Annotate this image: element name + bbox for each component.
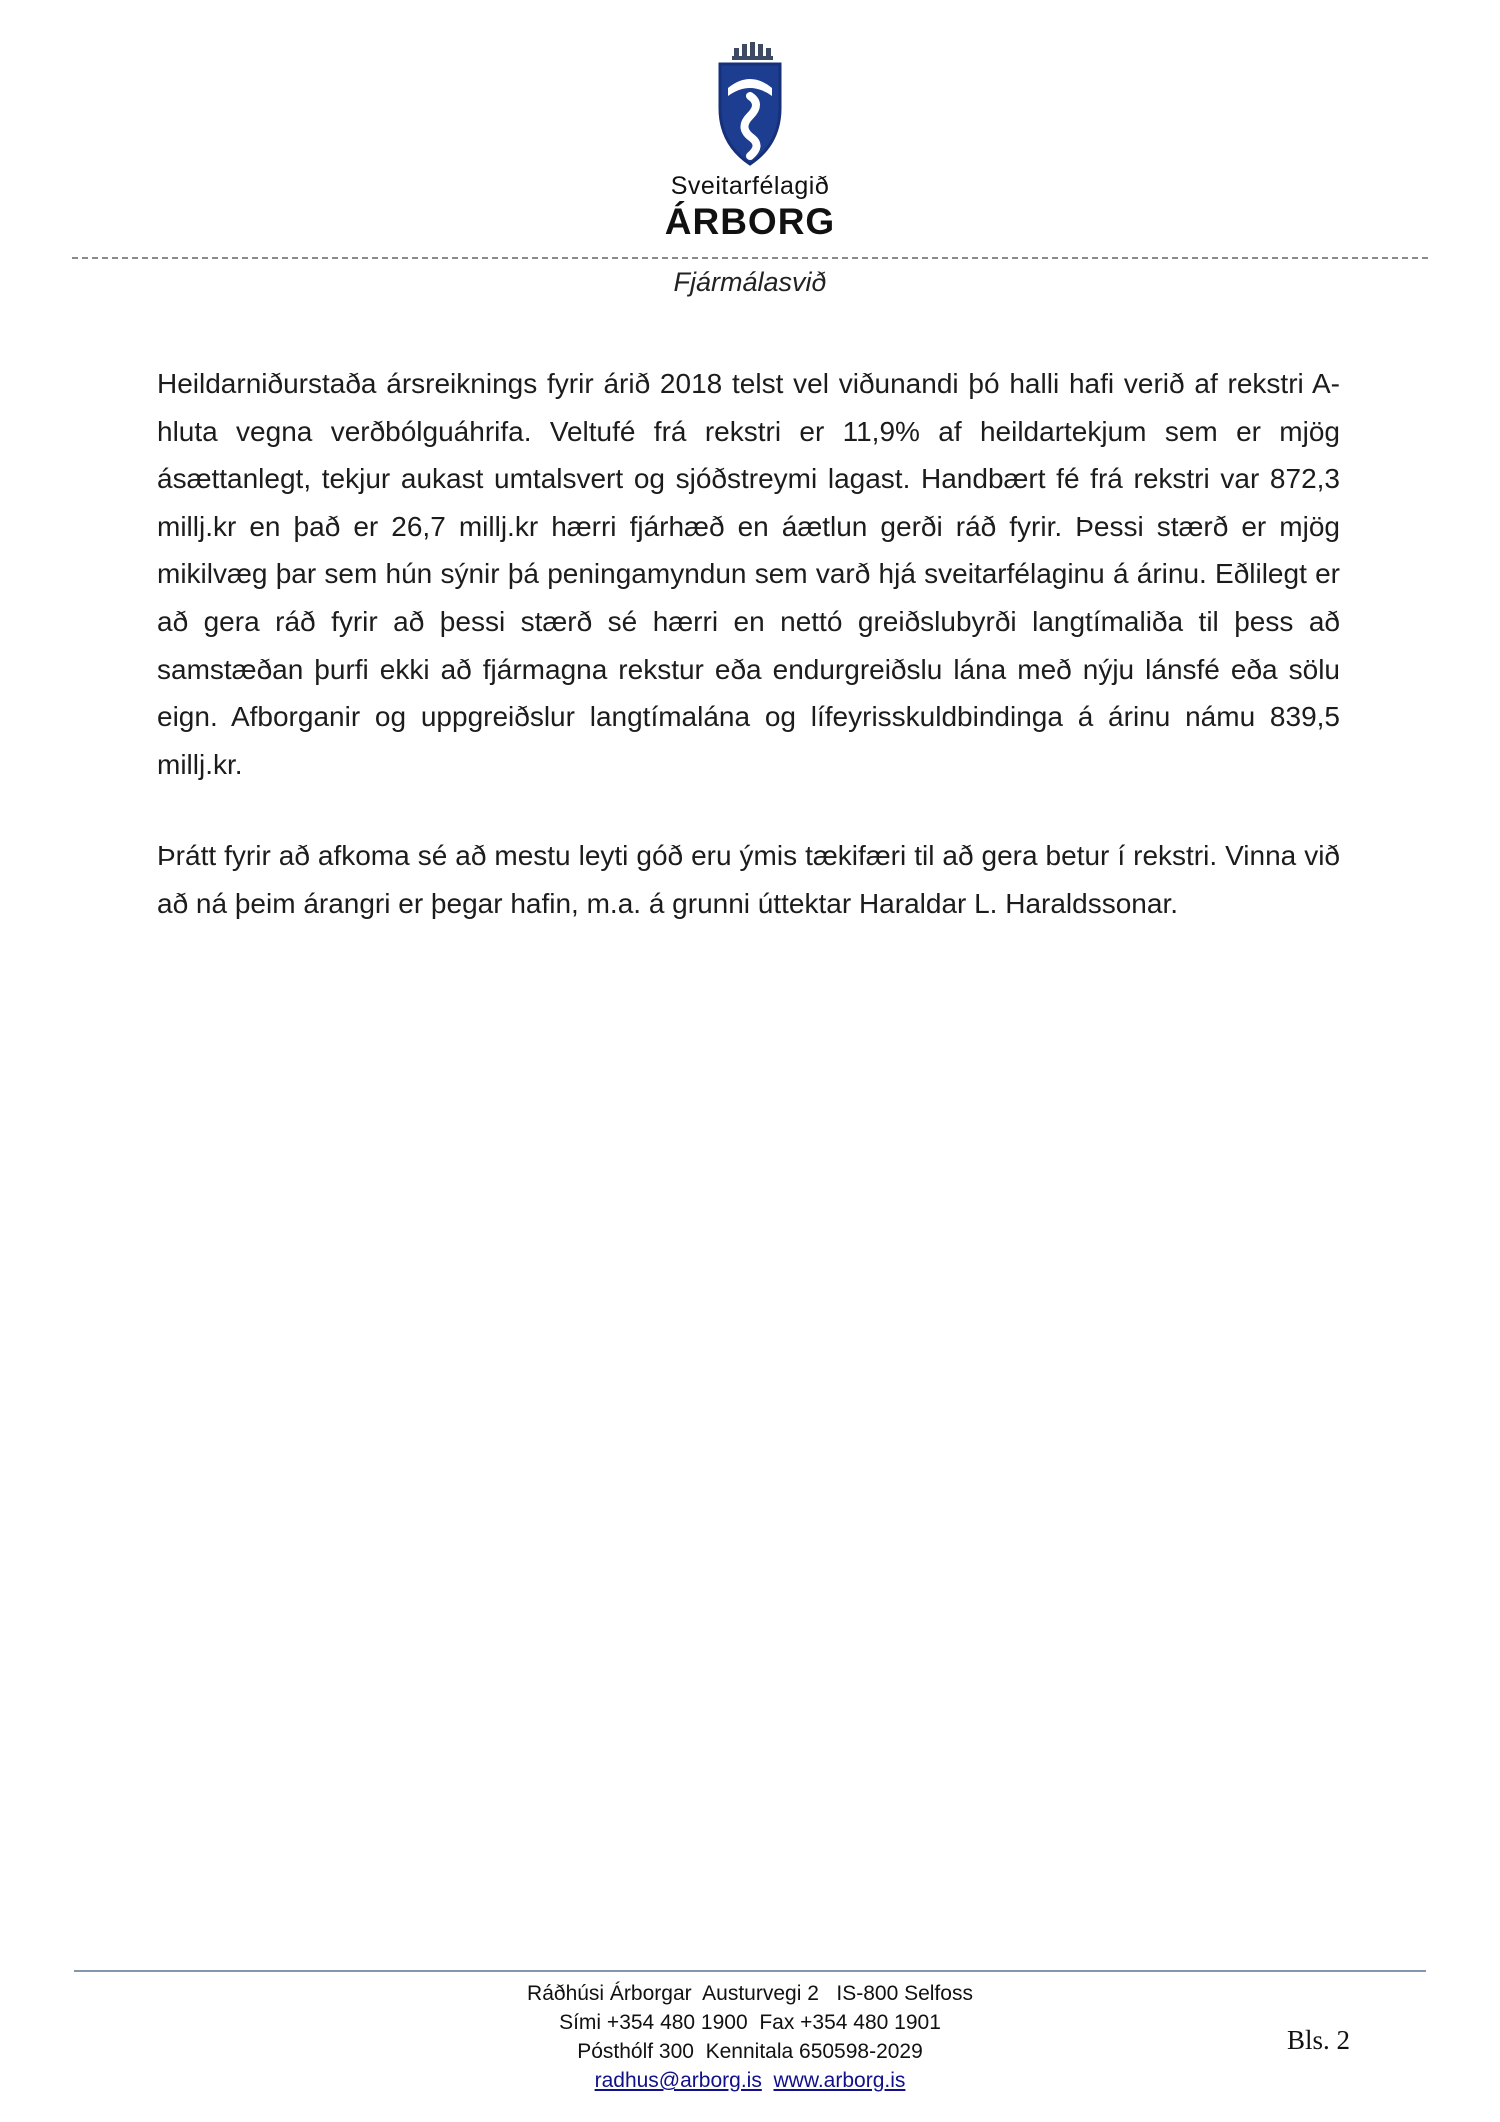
- footer-postbox-line: Pósthólf 300 Kennitala 650598-2029: [577, 2040, 923, 2064]
- header-dashed-separator: [72, 257, 1428, 259]
- page-number: Bls. 2: [1286, 2025, 1350, 2055]
- footer-website-link[interactable]: www.arborg.is: [773, 2069, 906, 2093]
- paragraph-1: Heildarniðurstaða ársreiknings fyrir árið 2018 telst vel viðunandi þó halli hafi verið af rekstri A-hluta vegna verðbólguáhrifa. Veltufé frá rekstri er 11,9% af heildartekjum sem er mjög ásættanlegt, tekjur aukast umtalsvert og sjóðstreymi lagast. Handbært fé frá rekstri var 872,3 millj.kr en það er 26,7 millj.kr hærri fjárhæð en áætlun gerði ráð fyrir. Þessi stærð er mjög mikilvæg þar sem hún sýnir þá peningamyndun sem varð hjá sveitarfélaginu á árinu. Eðlilegt er að gera ráð fyrir að þessi stærð sé hærri en nettó greiðslubyrði langtímaliða til þess að samstæðan þurfi ekki að fjármagna rekstur eða endurgreiðslu lána með nýju lánsfé eða sölu eign. Afborganir og uppgreiðslur langtímalána og lífeyrisskuldbindinga á árinu námu 839,5 millj.kr.: [157, 368, 1340, 780]
- department-label: Fjármálasvið: [673, 267, 827, 297]
- footer-links-line: [0, 2067, 1500, 2096]
- page-footer: [0, 1970, 1500, 2096]
- arborg-coat-of-arms-icon: [704, 42, 796, 168]
- org-small-title: Sveitarfélagið: [670, 172, 830, 200]
- logo: [0, 42, 1500, 168]
- footer-phone-line: Sími +354 480 1900 Fax +354 480 1901: [559, 2011, 941, 2035]
- paragraph-2: Þrátt fyrir að afkoma sé að mestu leyti góð eru ýmis tækifæri til að gera betur í rekstri. Vinna við að ná þeim árangri er þegar hafin, m.a. á grunni úttektar Haraldar L. Haraldssonar.: [157, 840, 1340, 919]
- org-name-title: ÁRBORG: [664, 201, 836, 242]
- document-body: [157, 360, 1340, 928]
- footer-separator: [74, 1970, 1426, 1972]
- footer-address-line: Ráðhúsi Árborgar Austurvegi 2 IS-800 Selfoss: [527, 1982, 973, 2006]
- footer-email-link[interactable]: radhus@arborg.is: [594, 2069, 762, 2093]
- page-header: [0, 0, 1500, 298]
